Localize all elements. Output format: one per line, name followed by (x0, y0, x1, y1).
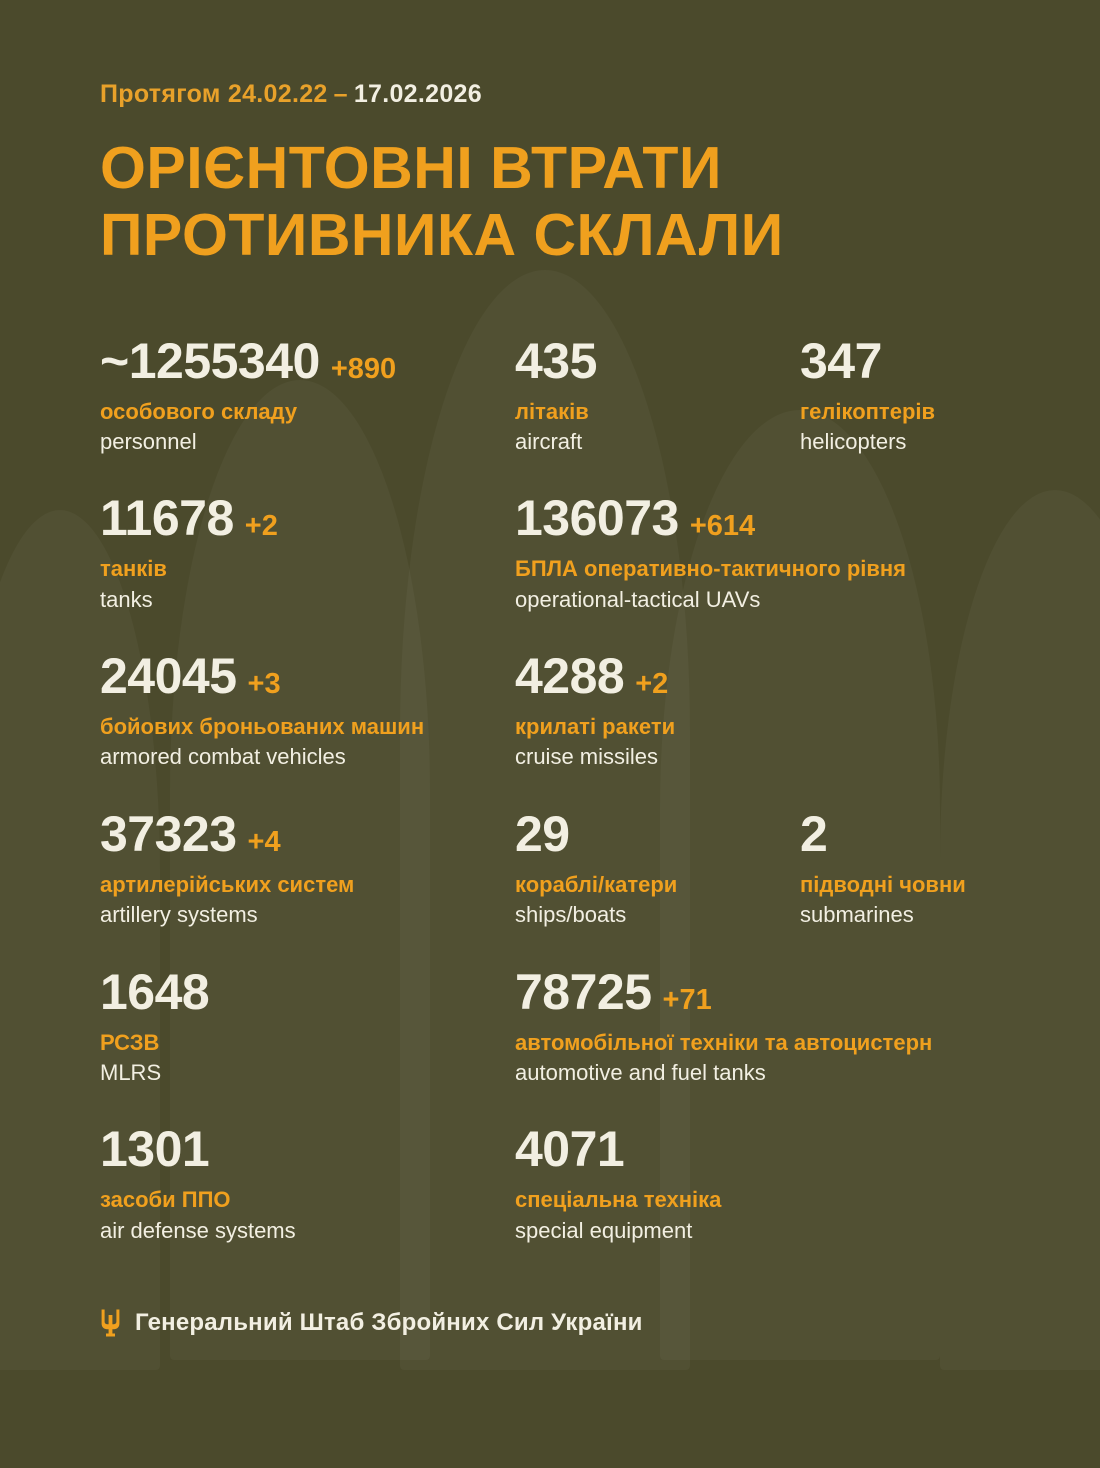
stat-label-ua: літаків (515, 398, 589, 424)
stat-personnel (100, 332, 515, 494)
stat-label-en: operational-tactical UAVs (515, 586, 761, 612)
losses-row (100, 332, 1000, 494)
stat-label-ua: бойових броньованих машин (100, 714, 425, 740)
stat-value-line (515, 648, 1000, 705)
stat-value: ~1255340 (100, 332, 320, 389)
stat-value: 11678 (100, 490, 234, 547)
stat-label-ua: спеціальна техніка (515, 1187, 722, 1213)
stat-label-en: automotive and fuel tanks (515, 1060, 766, 1086)
stat-label-en: armored combat vehicles (100, 744, 346, 770)
stat-value-line (800, 805, 1000, 862)
stat-delta: +71 (662, 983, 712, 1016)
stat-value-line (100, 490, 515, 547)
trident-icon (100, 1308, 121, 1338)
stat-label-ua: кораблі/катери (515, 871, 678, 897)
stat-value: 136073 (515, 490, 679, 547)
stat-aircraft (515, 332, 800, 494)
stat-value-line (100, 805, 515, 862)
report-period-dash: – (333, 80, 348, 108)
stat-artillery (100, 805, 515, 967)
stat-label-ua: автомобільної техніки та автоцистерн (515, 1029, 933, 1055)
report-period (100, 80, 1000, 109)
stat-air-defense (100, 1121, 515, 1282)
footer-text: Генеральний Штаб Збройних Сил України (135, 1309, 643, 1337)
stat-label-ua: танків (100, 556, 167, 582)
stat-value-line (800, 332, 1000, 389)
losses-row (100, 805, 1000, 967)
stat-label-en: tanks (100, 586, 153, 612)
stat-value: 1301 (100, 1121, 210, 1178)
report-period-end: 17.02.2026 (353, 80, 482, 108)
stat-submarines (800, 805, 1000, 967)
stat-value-line (100, 1121, 515, 1178)
stat-value: 1648 (100, 963, 210, 1020)
stat-label-ua: РСЗВ (100, 1029, 160, 1055)
stat-label-en: aircraft (515, 428, 583, 454)
stat-value: 4288 (515, 648, 625, 705)
page-title (100, 135, 1000, 270)
page-title-line-2: ПРОТИВНИКА СКЛАЛИ (100, 202, 784, 269)
stat-value-line (100, 648, 515, 705)
stat-value-line (515, 963, 1000, 1020)
stat-value: 2 (800, 805, 828, 862)
stat-armored-vehicles (100, 648, 515, 809)
stat-value: 37323 (100, 805, 237, 862)
stat-value: 78725 (515, 963, 652, 1020)
stat-delta: +614 (689, 510, 756, 543)
stat-cruise-missiles (515, 648, 1000, 809)
stat-value: 29 (515, 805, 570, 862)
stat-delta: +2 (244, 510, 278, 543)
losses-row (100, 490, 1000, 651)
stat-value: 435 (515, 332, 597, 389)
stat-label-en: artillery systems (100, 902, 258, 928)
report-period-start: Протягом 24.02.22 (100, 80, 328, 108)
stat-label-ua: гелікоптерів (800, 398, 936, 424)
stat-value-line (515, 490, 1000, 547)
stat-value: 4071 (515, 1121, 625, 1178)
stat-value-line (100, 963, 515, 1020)
stat-label-ua: засоби ППО (100, 1187, 231, 1213)
stat-delta: +890 (330, 352, 397, 385)
stat-uavs (515, 490, 1000, 651)
stat-label-en: helicopters (800, 428, 907, 454)
stat-label-en: ships/boats (515, 902, 627, 928)
stat-label-en: special equipment (515, 1217, 693, 1243)
stat-value: 347 (800, 332, 882, 389)
stat-delta: +4 (247, 825, 281, 858)
stat-label-ua: артилерійських систем (100, 871, 355, 897)
stat-automotive (515, 963, 1000, 1125)
stat-helicopters (800, 332, 1000, 494)
stat-value: 24045 (100, 648, 237, 705)
stat-value-line (515, 805, 800, 862)
stat-value-line (100, 332, 515, 389)
stat-label-en: air defense systems (100, 1217, 296, 1243)
stat-value-line (515, 1121, 1000, 1178)
stat-delta: +2 (635, 668, 669, 701)
stat-label-en: cruise missiles (515, 744, 659, 770)
stat-label-ua: крилаті ракети (515, 714, 676, 740)
stat-label-en: MLRS (100, 1060, 162, 1086)
stat-value-line (515, 332, 800, 389)
stat-label-en: submarines (800, 902, 914, 928)
losses-grid (100, 332, 1000, 1283)
infographic-page (0, 80, 1100, 1338)
stat-ships (515, 805, 800, 967)
stat-label-en: personnel (100, 428, 197, 454)
page-title-line-1: ОРІЄНТОВНІ ВТРАТИ (100, 135, 722, 201)
stat-label-ua: підводні човни (800, 871, 966, 897)
stat-label-ua: БПЛА оперативно-тактичного рівня (515, 556, 907, 582)
stat-tanks (100, 490, 515, 651)
footer (100, 1308, 1000, 1338)
stat-label-ua: особового складу (100, 398, 298, 424)
stat-delta: +3 (247, 668, 281, 701)
stat-mlrs (100, 963, 515, 1125)
stat-special-equipment (515, 1121, 1000, 1282)
losses-row (100, 963, 1000, 1125)
losses-row (100, 1121, 1000, 1282)
losses-row (100, 648, 1000, 809)
